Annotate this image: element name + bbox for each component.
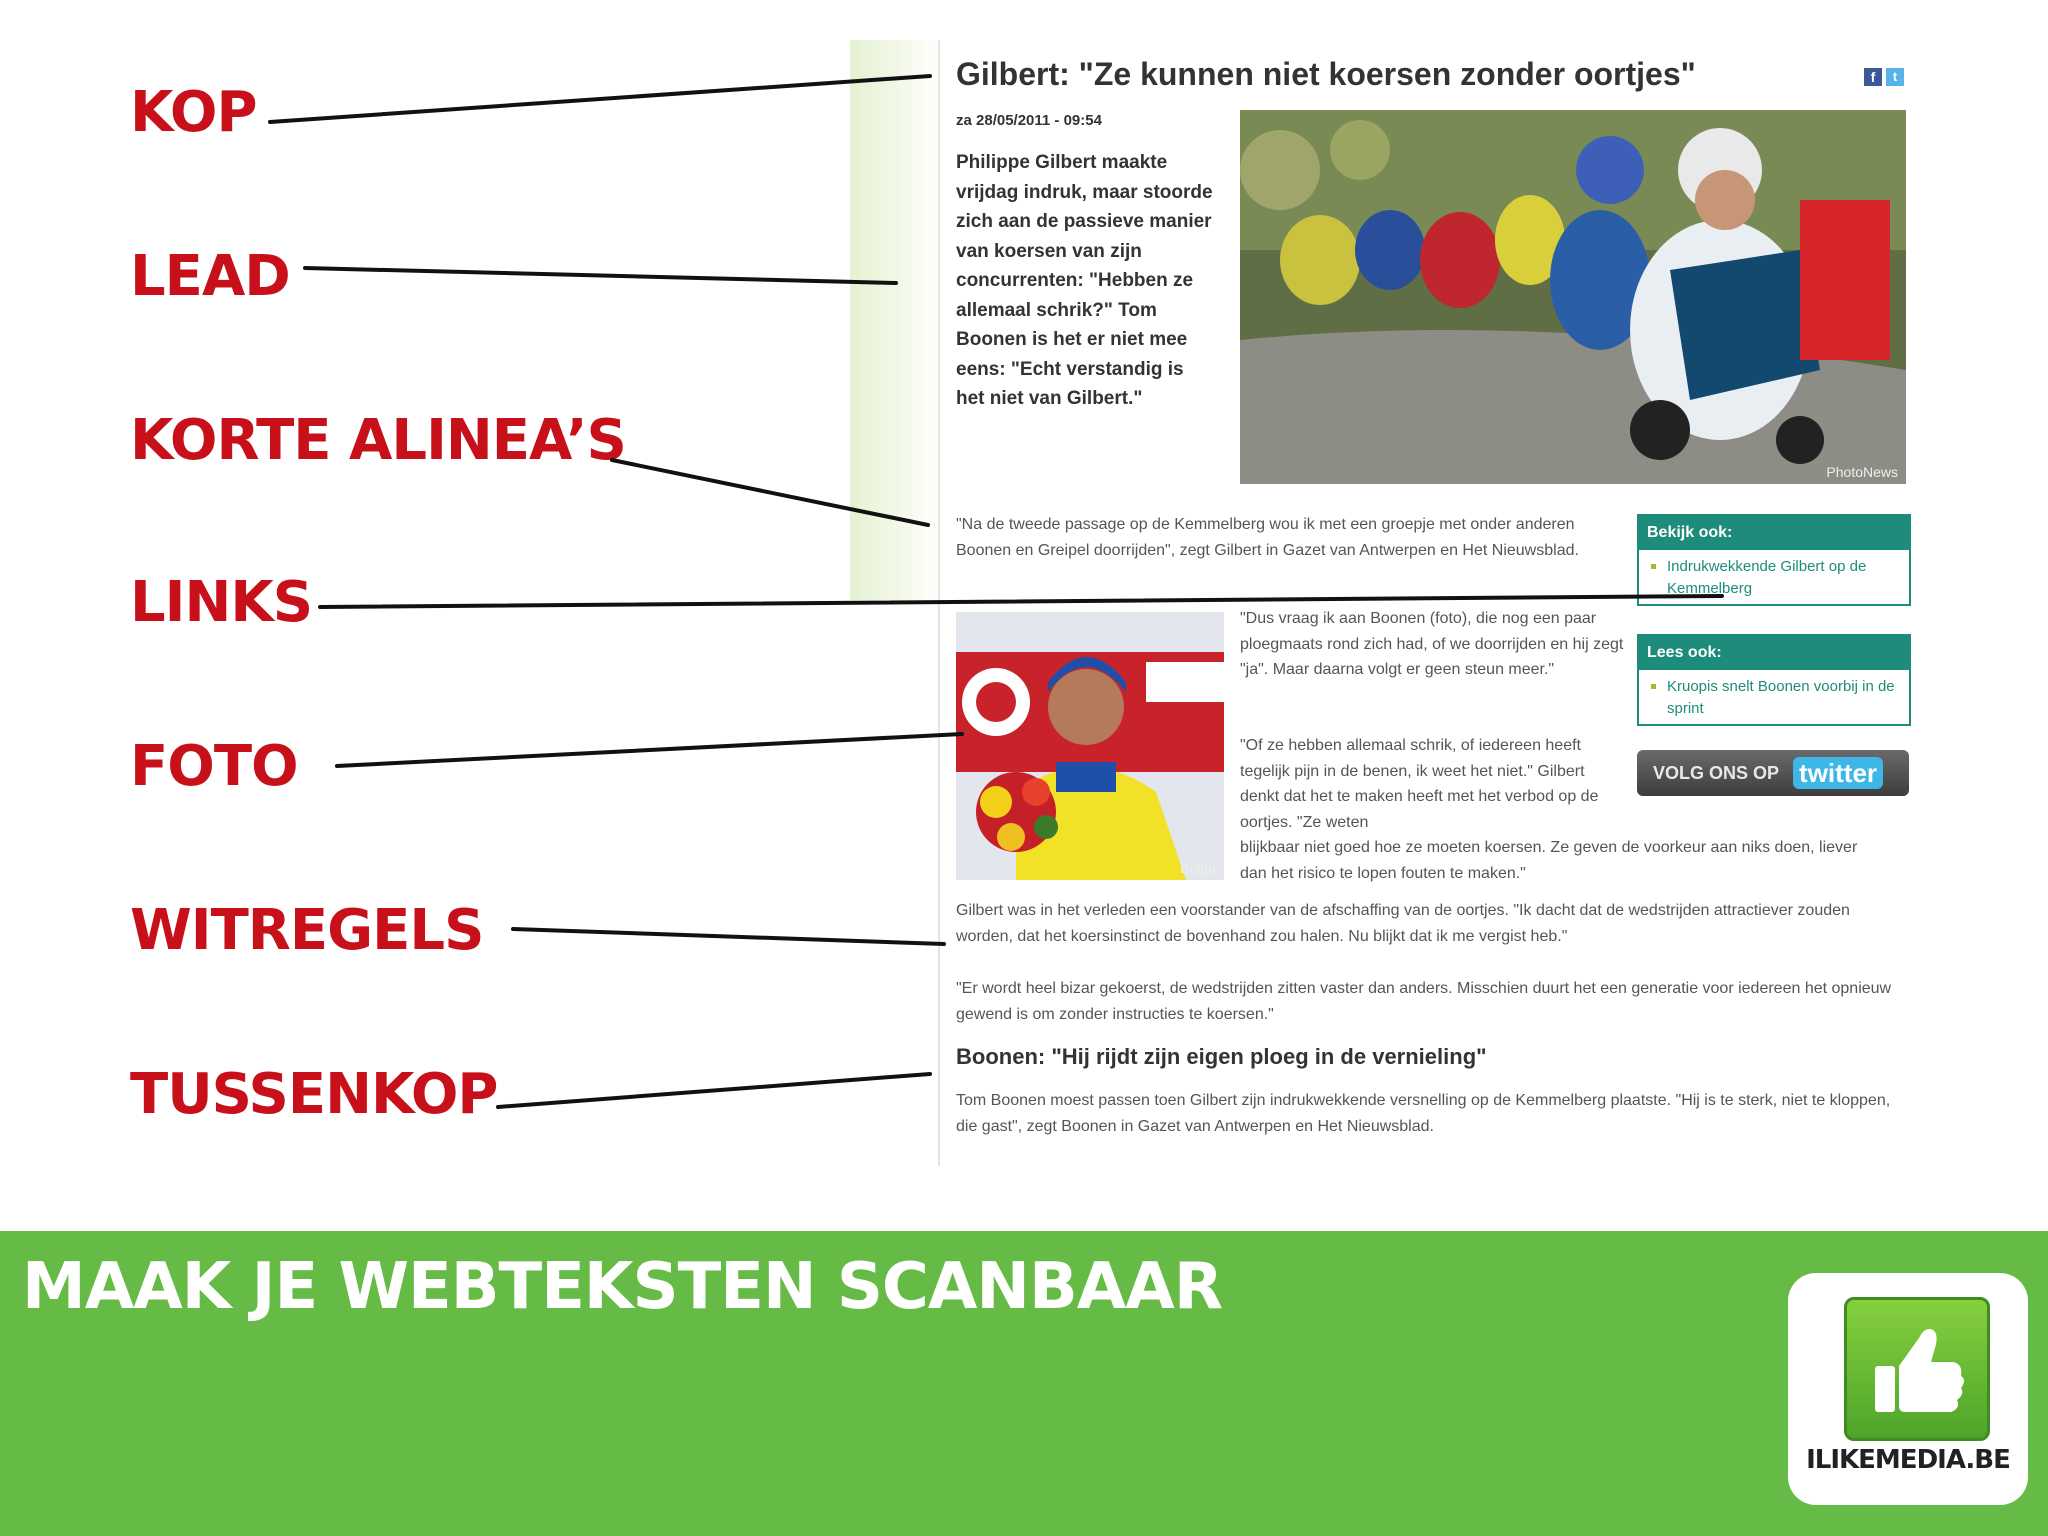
line-foto (337, 734, 962, 766)
related-link[interactable]: Indrukwekkende Gilbert op de Kemmelberg (1639, 550, 1909, 604)
paragraph: blijkbaar niet goed hoe ze moeten koersen. Ze geven de voorkeur aan niks doen, liever dan het risico te lopen fouten te maken." (1240, 839, 1858, 882)
related-link[interactable]: Kruopis snelt Boonen voorbij in de sprint (1639, 670, 1909, 724)
label-kop: KOP (130, 80, 257, 145)
article-subheading: Boonen: "Hij rijdt zijn eigen ploeg in de vernieling" (956, 1044, 1487, 1069)
paragraph: Gilbert was in het verleden een voorstander van de afschaffing van de oortjes. "Ik dacht dat de wedstrijden attractiever zouden worden, dat het koersinstinct de bovenhand zou halen. Nu blijkt dat ik me vergist heb." (956, 902, 1850, 945)
line-tussenkop (498, 1074, 930, 1107)
facebook-icon[interactable]: f (1864, 68, 1882, 86)
paragraph: "Er wordt heel bizar gekoerst, de wedstrijden zitten vaster dan anders. Misschien duurt het een generatie voor iedereen het opnieuw gewend is om zonder instructies te koersen." (956, 980, 1892, 1023)
ilikemedia-logo[interactable] (1788, 1273, 2028, 1505)
photo-credit: PhotoNews (1826, 464, 1898, 480)
banner-title: MAAK JE WEBTEKSTEN SCANBAAR (22, 1250, 1223, 1324)
article-lead: Philippe Gilbert maakte vrijdag indruk, maar stoorde zich aan de passieve manier van koersen van zijn concurrenten: "Hebben ze allemaal schrik?" Tom Boonen is het er niet mee eens: "Echt verstandig is het niet van Gilbert." (956, 152, 1213, 409)
twitter-logo: twitter (1793, 757, 1883, 789)
line-links (320, 596, 1722, 607)
line-lead (305, 268, 896, 283)
related-box-title: Bekijk ook: (1639, 516, 1909, 550)
paragraph: Tom Boonen moest passen toen Gilbert zijn indrukwekkende versnelling op de Kemmelberg plaatste. "Hij is te sterk, niet te kloppen, die gast", zegt Boonen in Gazet van Antwerpen en Het Nieuwsblad. (956, 1092, 1891, 1135)
twitter-icon[interactable]: t (1886, 68, 1904, 86)
paragraph: "Of ze hebben allemaal schrik, of iedereen heeft tegelijk pijn in de benen, ik weet het niet." Gilbert denkt dat het te maken heeft met het verbod op de oortjes. "Ze weten (1240, 737, 1599, 831)
article-headline[interactable]: Gilbert: "Ze kunnen niet koersen zonder oortjes" (956, 56, 1696, 92)
logo-text: ILIKEMEDIA.BE (1806, 1445, 2010, 1475)
paragraph: "Na de tweede passage op de Kemmelberg wou ik met een groepje met onder anderen Boonen en Greipel doorrijden", zegt Gilbert in Gazet van Antwerpen en Het Nieuwsblad. (956, 516, 1579, 559)
label-lead: LEAD (130, 244, 290, 309)
label-links: LINKS (130, 570, 313, 635)
line-witregels (513, 929, 944, 944)
line-korte-alineas (612, 460, 928, 525)
article-date: za 28/05/2011 - 09:54 (956, 112, 1102, 129)
follow-label: VOLG ONS OP (1653, 762, 1780, 783)
line-kop (270, 76, 930, 122)
small-photo-credit: Belga (1180, 860, 1216, 876)
related-box-title: Lees ook: (1639, 636, 1909, 670)
label-witregels: WITREGELS (130, 898, 484, 963)
paragraph: "Dus vraag ik aan Boonen (foto), die nog een paar ploegmaats rond zich had, of we doorrijden en hij zegt "ja". Maar daarna volgt er geen steun meer." (1240, 610, 1624, 678)
thumbs-up-icon (1844, 1297, 1990, 1441)
label-korte-alineas: KORTE ALINEA’S (130, 408, 626, 473)
label-foto: FOTO (130, 734, 298, 799)
label-tussenkop: TUSSENKOP (130, 1062, 498, 1127)
